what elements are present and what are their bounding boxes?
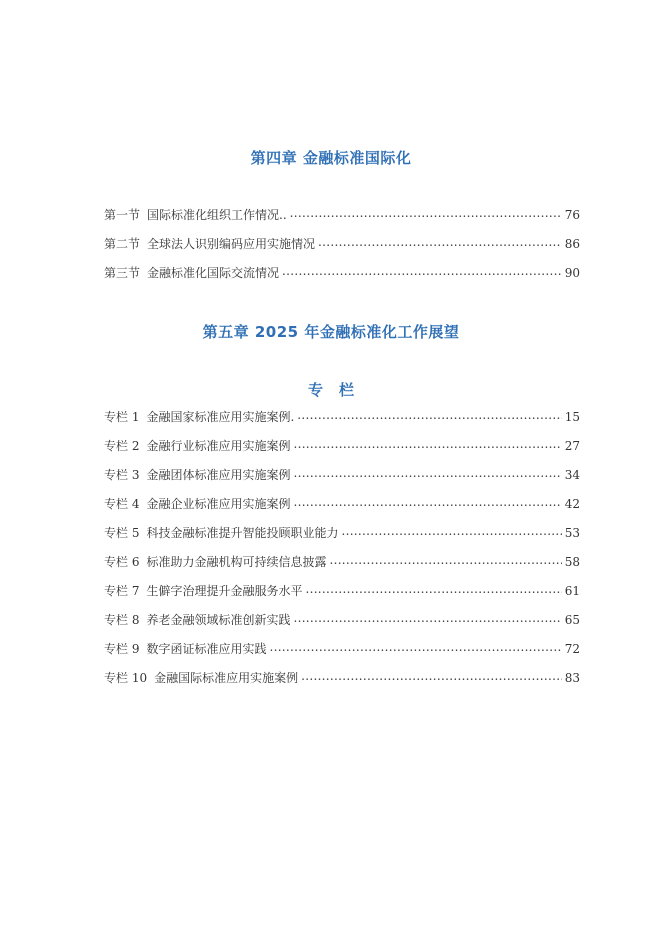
dot-leader [293, 494, 561, 510]
chapter4-title: 第四章 金融标准国际化 [250, 149, 412, 167]
toc-entry-page: 65 [564, 613, 580, 627]
toc-entry-title: 养老金融领域标准创新实践 [146, 613, 291, 627]
toc-entry-title: 全球法人识别编码应用实施情况 [147, 237, 316, 251]
dot-leader [269, 639, 561, 655]
toc-entry-number: 专栏 8 [104, 613, 140, 627]
toc-entry-section-3[interactable] [104, 265, 580, 281]
toc-entry-number: 专栏 5 [104, 526, 140, 540]
dot-leader [301, 668, 562, 684]
toc-entry-page: 15 [564, 410, 580, 424]
dot-leader [341, 523, 561, 539]
toc-entry-special-9[interactable] [104, 641, 580, 657]
toc-entry-page: 86 [564, 237, 580, 251]
toc-entry-special-7[interactable] [104, 583, 580, 599]
toc-entry-section-2[interactable] [104, 236, 580, 252]
toc-entry-special-1[interactable] [104, 409, 580, 425]
dot-leader [293, 610, 561, 626]
toc-entry-special-4[interactable] [104, 496, 580, 512]
toc-entry-section-1[interactable] [104, 207, 580, 223]
toc-entry-title: 标准助力金融机构可持续信息披露 [146, 555, 327, 569]
toc-entry-page: 90 [564, 266, 580, 280]
toc-entry-title: 科技金融标准提升智能投顾职业能力 [146, 526, 339, 540]
toc-entry-page: 53 [564, 526, 580, 540]
toc-entry-page: 27 [564, 439, 580, 453]
dot-leader [305, 581, 561, 597]
toc-entry-title: 国际标准化组织工作情况.. [147, 208, 287, 222]
toc-entry-number: 专栏 9 [104, 642, 140, 656]
toc-entry-number: 专栏 6 [104, 555, 140, 569]
dot-leader [318, 234, 562, 250]
chapter5-title: 第五章 2025 年金融标准化工作展望 [202, 323, 460, 341]
toc-entry-page: 72 [564, 642, 580, 656]
toc-entry-special-2[interactable] [104, 438, 580, 454]
toc-entry-special-6[interactable] [104, 554, 580, 570]
dot-leader [282, 263, 562, 279]
toc-entry-number: 专栏 1 [104, 410, 140, 424]
toc-entry-number: 第二节 [104, 237, 141, 251]
special-columns-heading: 专栏 [307, 381, 370, 399]
dot-leader [293, 465, 561, 481]
toc-entry-title: 金融团体标准应用实施案例 [146, 468, 291, 482]
toc-entry-number: 专栏 10 [104, 671, 148, 685]
dot-leader [297, 407, 561, 423]
toc-entry-page: 76 [564, 208, 580, 222]
toc-entry-number: 专栏 3 [104, 468, 140, 482]
toc-entry-page: 34 [564, 468, 580, 482]
dot-leader [329, 552, 561, 568]
toc-entry-special-3[interactable] [104, 467, 580, 483]
toc-entry-number: 专栏 4 [104, 497, 140, 511]
toc-entry-title: 金融行业标准应用实施案例 [146, 439, 291, 453]
toc-entry-number: 专栏 7 [104, 584, 140, 598]
toc-entry-page: 42 [564, 497, 580, 511]
toc-entry-title: 金融国际标准应用实施案例 [154, 671, 299, 685]
toc-entry-special-5[interactable] [104, 525, 580, 541]
toc-entry-number: 第一节 [104, 208, 141, 222]
toc-entry-title: 金融企业标准应用实施案例 [146, 497, 291, 511]
toc-entry-title: 生僻字治理提升金融服务水平 [146, 584, 303, 598]
dot-leader [290, 205, 562, 221]
toc-entry-special-10[interactable] [104, 670, 580, 686]
dot-leader [293, 436, 561, 452]
toc-entry-special-8[interactable] [104, 612, 580, 628]
toc-entry-title: 金融标准化国际交流情况 [147, 266, 280, 280]
toc-entry-number: 专栏 2 [104, 439, 140, 453]
toc-entry-page: 83 [564, 671, 580, 685]
toc-entry-title: 金融国家标准应用实施案例. [146, 410, 295, 424]
toc-entry-page: 61 [564, 584, 580, 598]
toc-entry-title: 数字函证标准应用实践 [146, 642, 267, 656]
toc-entry-page: 58 [564, 555, 580, 569]
toc-entry-number: 第三节 [104, 266, 141, 280]
